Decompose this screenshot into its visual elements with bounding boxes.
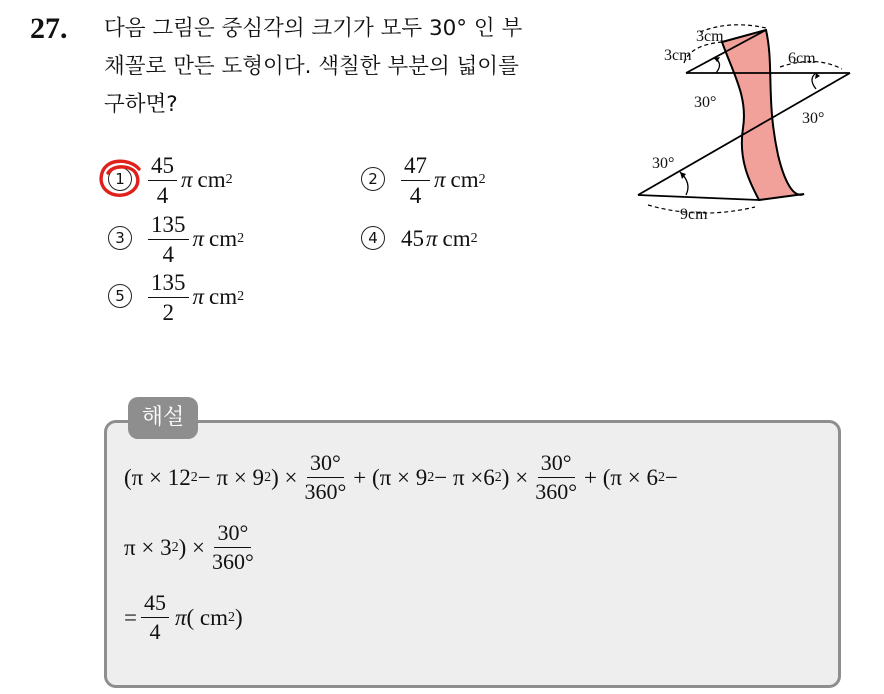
choice-3-fraction: $\frac{135}{4}$: [148, 213, 189, 266]
choice-1-fraction: $\frac{45}{4}$: [148, 154, 177, 207]
choice-2-marker: 2: [361, 167, 387, 193]
choice-3[interactable]: 3 $\frac{135}{4}$ π cm 2: [108, 210, 244, 268]
question-line-1: 다음 그림은 중심각의 크기가 모두 30° 인 부: [104, 16, 523, 41]
label-bottom-9cm: 9cm: [680, 206, 708, 223]
fraction-30-over-360: $\frac{30^\circ}{360^\circ}$: [304, 450, 347, 504]
bottom-line: [638, 195, 759, 200]
label-angle-upper-left: 30°: [694, 94, 717, 111]
choice-3-marker: 3: [108, 226, 134, 252]
label-left-3cm: 3cm: [664, 47, 692, 64]
answer-check-icon: [99, 159, 145, 201]
choice-2[interactable]: 2 $\frac{47}{4}$ π cm 2: [361, 151, 486, 209]
choice-5-fraction: $\frac{135}{2}$: [148, 271, 189, 324]
choice-4[interactable]: 4 45 π cm 2: [361, 210, 478, 268]
question-line-2: 채꼴로 만든 도형이다. 색칠한 부분의 넓이를: [104, 54, 519, 79]
explanation-tag: 해설: [128, 397, 198, 439]
angle-arrow-upper-right: [812, 73, 816, 89]
explanation-line-3: = $\frac{45}{4}$ π ( cm 2 ): [124, 590, 243, 644]
fraction-30-over-360: $\frac{30^\circ}{360^\circ}$: [211, 520, 254, 574]
choice-4-marker: 4: [361, 226, 387, 252]
label-angle-lower: 30°: [652, 155, 675, 172]
label-angle-upper-right: 30°: [802, 110, 825, 127]
explanation-line-1: (π × 12 2 − π × 9 2 ) × $\frac{30^\circ}{360^\circ}$ + (π × 9 2 − π ×6 2 ) × $\frac{30^\circ}{360^\circ}$ + (π × 6 2 −: [124, 450, 678, 504]
choice-1[interactable]: 1 $\frac{45}{4}$ π cm 2: [108, 151, 233, 209]
explanation-line-2: π × 3 2 ) × $\frac{30^\circ}{360^\circ}$: [124, 522, 261, 573]
question-line-3: 구하면?: [104, 92, 178, 117]
label-top-3cm: 3cm: [696, 28, 724, 45]
question-number: 27.: [30, 12, 68, 45]
choice-1-marker: 1: [108, 167, 134, 193]
choice-5-marker: 5: [108, 284, 134, 310]
sector-diagram: [630, 15, 860, 225]
choice-5[interactable]: 5 $\frac{135}{2}$ π cm 2: [108, 268, 244, 326]
result-fraction: $\frac{45}{4}$: [141, 592, 169, 643]
fraction-30-over-360: $\frac{30^\circ}{360^\circ}$: [535, 450, 577, 504]
choice-2-fraction: $\frac{47}{4}$: [401, 154, 430, 207]
question-text: [104, 10, 624, 124]
label-right-6cm: 6cm: [788, 50, 816, 67]
